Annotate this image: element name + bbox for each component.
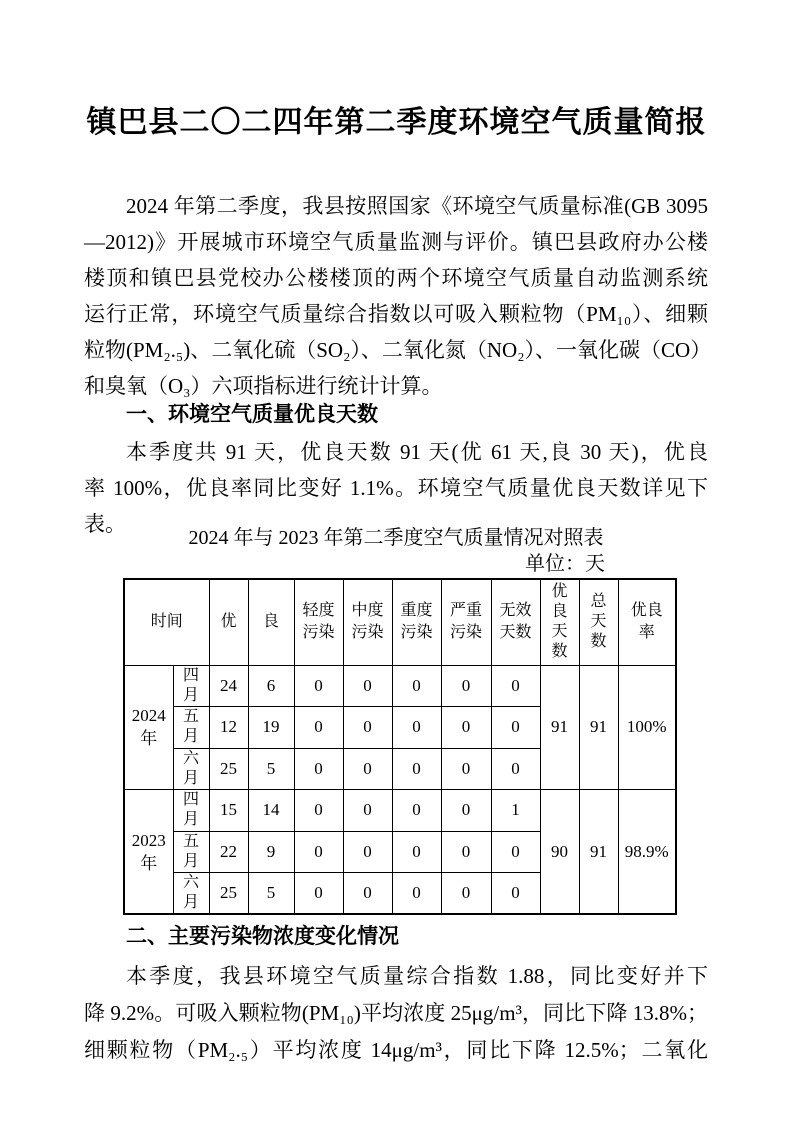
header-label: 中度污染: [351, 602, 384, 642]
header-good-rate: [618, 579, 676, 665]
value-cell: 0: [343, 707, 392, 749]
table-header-row: [124, 579, 676, 665]
paragraph-line: 粒物(PM₂.₅)、二氧化硫（SO₂）、二氧化氮（NO₂）、一氧化碳（CO）: [84, 338, 712, 362]
month-cell: [173, 665, 209, 707]
value-cell: 0: [441, 831, 491, 873]
month-cell: [173, 748, 209, 790]
total-days-cell: 91: [579, 665, 618, 790]
value-cell: 0: [392, 873, 441, 915]
value-cell: 0: [441, 790, 491, 832]
paragraph-line: 楼顶和镇巴县党校办公楼楼顶的两个环境空气质量自动监测系统: [84, 266, 708, 290]
value-cell: 0: [294, 748, 343, 790]
value-cell: 0: [343, 790, 392, 832]
table-row: [124, 665, 676, 707]
section-1-heading: 一、环境空气质量优良天数: [126, 403, 378, 426]
section-2-heading: 二、主要污染物浓度变化情况: [126, 925, 399, 948]
month-label: 六月: [182, 874, 199, 911]
header-label: 轻度污染: [302, 602, 335, 642]
value-cell: 22: [209, 831, 248, 873]
header-excellent: 优: [209, 579, 248, 665]
header-time: 时间: [124, 579, 209, 665]
month-label: 五月: [182, 832, 199, 870]
header-moderate-pollution: [343, 579, 392, 665]
value-cell: 0: [392, 707, 441, 749]
paragraph-line: 细颗粒物（PM₂.₅）平均浓度 14μg/m³，同比下降 12.5%；二氧化: [84, 1038, 708, 1062]
paragraph-line: 表。: [84, 512, 126, 536]
intro-paragraph: [84, 188, 712, 404]
value-cell: 0: [392, 748, 441, 790]
month-cell: [173, 790, 209, 832]
value-cell: 5: [248, 748, 294, 790]
paragraph-line: —2012)》开展城市环境空气质量监测与评价。镇巴县政府办公楼: [84, 230, 708, 254]
value-cell: 25: [209, 748, 248, 790]
value-cell: 0: [491, 707, 540, 749]
value-cell: 0: [343, 831, 392, 873]
value-cell: 1: [491, 790, 540, 832]
value-cell: 25: [209, 873, 248, 915]
value-cell: 9: [248, 831, 294, 873]
value-cell: 19: [248, 707, 294, 749]
header-good-days: [540, 579, 579, 665]
header-heavy-pollution: [392, 579, 441, 665]
value-cell: 0: [491, 873, 540, 915]
value-cell: 0: [441, 707, 491, 749]
year-cell: [124, 665, 173, 790]
month-cell: [173, 831, 209, 873]
paragraph-line: 降 9.2%。可吸入颗粒物(PM₁₀)平均浓度 25μg/m³，同比下降 13.8%；: [84, 1001, 708, 1025]
month-cell: [173, 873, 209, 915]
value-cell: 12: [209, 707, 248, 749]
air-quality-table: [123, 578, 677, 915]
value-cell: 0: [392, 790, 441, 832]
good-rate-cell: 100%: [618, 665, 676, 790]
header-severe-pollution: [441, 579, 491, 665]
header-invalid-days: [491, 579, 540, 665]
value-cell: 0: [441, 873, 491, 915]
value-cell: 0: [441, 748, 491, 790]
good-days-cell: 91: [540, 665, 579, 790]
value-cell: 0: [294, 831, 343, 873]
month-label: 四月: [182, 666, 199, 704]
value-cell: 0: [294, 873, 343, 915]
paragraph-line: 率 100%，优良率同比变好 1.1%。环境空气质量优良天数详见下: [84, 476, 708, 500]
month-label: 六月: [182, 749, 199, 787]
value-cell: 0: [294, 790, 343, 832]
header-label: 总天数: [590, 593, 607, 651]
section-2-paragraph: [84, 958, 708, 1069]
value-cell: 0: [392, 665, 441, 707]
header-good: 良: [248, 579, 294, 665]
month-cell: [173, 707, 209, 749]
good-rate-cell: 98.9%: [618, 790, 676, 915]
value-cell: 15: [209, 790, 248, 832]
table-row: [124, 790, 676, 832]
value-cell: 0: [294, 707, 343, 749]
value-cell: 0: [491, 748, 540, 790]
value-cell: 0: [491, 665, 540, 707]
header-total-days: [579, 579, 618, 665]
paragraph-line: 运行正常，环境空气质量综合指数以可吸入颗粒物（PM₁₀）、细颗: [84, 302, 708, 326]
paragraph-line: 本季度，我县环境空气质量综合指数 1.88，同比变好并下: [126, 964, 708, 988]
value-cell: 0: [343, 748, 392, 790]
value-cell: 0: [491, 831, 540, 873]
header-label: 严重污染: [450, 602, 483, 642]
value-cell: 0: [343, 665, 392, 707]
paragraph-line: 2024 年第二季度，我县按照国家《环境空气质量标准(GB 3095: [126, 194, 708, 218]
table-title: 2024 年与 2023 年第二季度空气质量情况对照表: [188, 527, 604, 549]
value-cell: 14: [248, 790, 294, 832]
total-days-cell: 91: [579, 790, 618, 915]
header-label: 无效天数: [499, 602, 532, 642]
month-label: 五月: [182, 708, 199, 746]
month-label: 四月: [182, 791, 199, 829]
table-unit-label: 单位：天: [525, 553, 605, 575]
header-label: 重度污染: [400, 602, 433, 642]
document-title: 镇巴县二〇二四年第二季度环境空气质量简报: [86, 106, 707, 139]
good-days-cell: 90: [540, 790, 579, 915]
value-cell: 0: [294, 665, 343, 707]
value-cell: 0: [392, 831, 441, 873]
year-label: 2024年: [131, 706, 166, 749]
header-label: 优良天数: [551, 583, 568, 661]
value-cell: 24: [209, 665, 248, 707]
value-cell: 0: [441, 665, 491, 707]
header-light-pollution: [294, 579, 343, 665]
header-label: 优良率: [630, 602, 663, 642]
year-label: 2023年: [131, 830, 166, 873]
year-cell: [124, 790, 173, 915]
value-cell: 6: [248, 665, 294, 707]
paragraph-line: 和臭氧（O₃）六项指标进行统计计算。: [84, 374, 443, 398]
value-cell: 0: [343, 873, 392, 915]
value-cell: 5: [248, 873, 294, 915]
paragraph-line: 本季度共 91 天，优良天数 91 天(优 61 天,良 30 天)，优良: [126, 440, 708, 464]
